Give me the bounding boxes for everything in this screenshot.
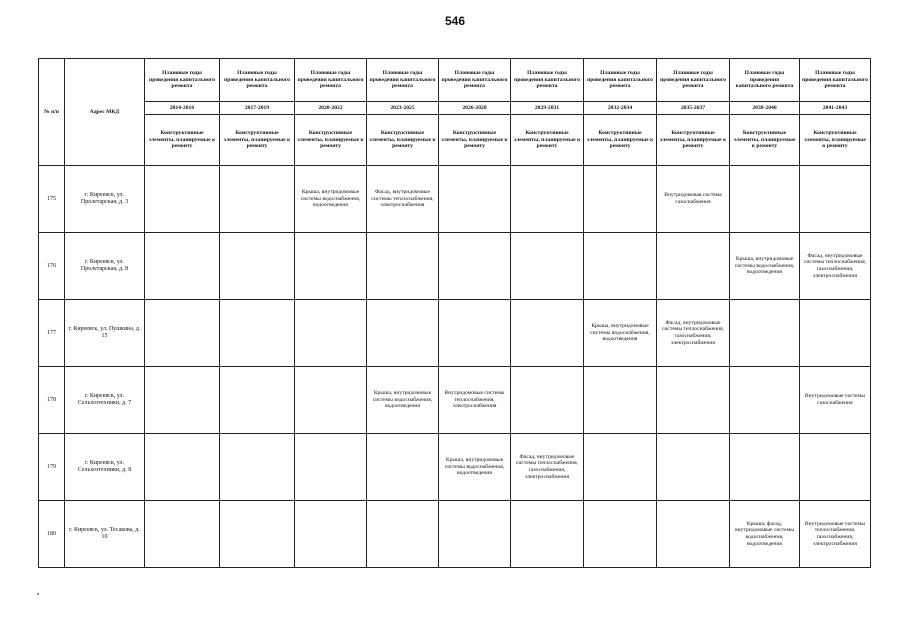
page-number: 546 xyxy=(444,14,466,28)
elements-header: Конструктивные элементы, планируемые к ремонту xyxy=(220,115,295,166)
repair-cell xyxy=(657,434,730,501)
repair-cell xyxy=(800,300,871,367)
table-row xyxy=(39,300,871,367)
repair-cell xyxy=(584,434,657,501)
repair-cell xyxy=(295,501,367,568)
repair-cell xyxy=(145,233,220,300)
header-row-elements xyxy=(39,115,871,166)
repair-cell: Внутридомовые системы теплоснабжения, электроснабжения xyxy=(439,367,511,434)
row-address: г. Киреевск, ул. Пушкина, д. 15 xyxy=(65,300,145,367)
plan-label-header: Плановые годы проведения капитального ремонта xyxy=(367,59,439,102)
elements-header: Конструктивные элементы, планируемые к ремонту xyxy=(511,115,584,166)
row-address: г. Киреевск, ул. Пролетарская, д. 3 xyxy=(65,166,145,233)
repair-cell xyxy=(295,233,367,300)
repair-cell xyxy=(584,233,657,300)
repair-cell: Крыша, внутридомовые системы водоснабжения, водоотведения xyxy=(584,300,657,367)
repair-cell: Крыша, внутридомовые системы водоснабжения, водоотведения xyxy=(730,233,800,300)
repair-cell: Внутридомовые системы газоснабжения xyxy=(800,367,871,434)
year-range-header: 2026-2028 xyxy=(439,102,511,115)
capital-repair-plan-table xyxy=(38,58,871,568)
plan-label-header: Плановые годы проведения капитального ремонта xyxy=(511,59,584,102)
plan-label-header: Плановые годы проведения капитального ремонта xyxy=(145,59,220,102)
repair-cell xyxy=(145,434,220,501)
header-row-years xyxy=(39,102,871,115)
year-range-header: 2017-2019 xyxy=(220,102,295,115)
row-address: г. Киреевск, ул. Сельхозтехники, д. 7 xyxy=(65,367,145,434)
row-number: 180 xyxy=(39,501,65,568)
table-row xyxy=(39,367,871,434)
year-range-header: 2029-2031 xyxy=(511,102,584,115)
year-range-header: 2014-2016 xyxy=(145,102,220,115)
column-header-address: Адрес МКД xyxy=(65,59,145,166)
repair-cell xyxy=(367,434,439,501)
repair-cell: Внутридомовая система газоснабжения xyxy=(657,166,730,233)
repair-cell xyxy=(220,233,295,300)
repair-cell xyxy=(511,233,584,300)
repair-cell xyxy=(367,233,439,300)
elements-header: Конструктивные элементы, планируемые к ремонту xyxy=(800,115,871,166)
row-number: 175 xyxy=(39,166,65,233)
repair-cell xyxy=(367,300,439,367)
repair-cell xyxy=(220,367,295,434)
plan-label-header: Плановые годы проведения капитального ремонта xyxy=(584,59,657,102)
plan-label-header: Плановые годы проведения капитального ремонта xyxy=(439,59,511,102)
repair-cell xyxy=(511,501,584,568)
repair-cell xyxy=(145,367,220,434)
repair-cell xyxy=(220,300,295,367)
repair-cell xyxy=(584,501,657,568)
repair-cell xyxy=(511,367,584,434)
elements-header: Конструктивные элементы, планируемые к ремонту xyxy=(439,115,511,166)
repair-cell xyxy=(730,300,800,367)
repair-cell xyxy=(145,501,220,568)
scan-speck xyxy=(37,593,39,595)
elements-header: Конструктивные элементы, планируемые к ремонту xyxy=(584,115,657,166)
repair-cell xyxy=(295,300,367,367)
repair-cell: Внутридомовые системы теплоснабжения, газоснабжения, электроснабжения xyxy=(800,501,871,568)
repair-cell xyxy=(295,367,367,434)
elements-header: Конструктивные элементы, планируемые к ремонту xyxy=(145,115,220,166)
elements-header: Конструктивные элементы, планируемые к ремонту xyxy=(295,115,367,166)
repair-cell xyxy=(295,434,367,501)
repair-cell: Крыша, внутридомовые системы водоснабжения, водоотведения xyxy=(367,367,439,434)
elements-header: Конструктивные элементы, планируемые к ремонту xyxy=(657,115,730,166)
repair-cell xyxy=(730,367,800,434)
repair-cell: Крыша, внутридомовые системы водоснабжения, водоотведения xyxy=(295,166,367,233)
repair-cell xyxy=(511,166,584,233)
row-number: 179 xyxy=(39,434,65,501)
repair-cell: Фасад, внутридомовые системы теплоснабжения, газоснабжения, электроснабжения xyxy=(657,300,730,367)
plan-label-header: Плановые годы проведения капитального ремонта xyxy=(295,59,367,102)
plan-label-header: Плановые годы проведения капитального ремонта xyxy=(657,59,730,102)
repair-cell xyxy=(511,300,584,367)
repair-cell xyxy=(800,434,871,501)
repair-cell: Фасад, внутридомовые системы теплоснабжения, газоснабжения, электроснабжения xyxy=(800,233,871,300)
repair-cell: Крыша, фасад, внутридомовые системы водоснабжения, водоотведения xyxy=(730,501,800,568)
year-range-header: 2041-2043 xyxy=(800,102,871,115)
year-range-header: 2038-2040 xyxy=(730,102,800,115)
elements-header: Конструктивные элементы, планируемые к ремонту xyxy=(730,115,800,166)
table-row xyxy=(39,501,871,568)
plan-label-header: Плановые годы проведения капитального ремонта xyxy=(800,59,871,102)
header-row-plan-labels xyxy=(39,59,871,102)
column-header-number: № п/п xyxy=(39,59,65,166)
row-number: 177 xyxy=(39,300,65,367)
row-number: 178 xyxy=(39,367,65,434)
repair-cell xyxy=(439,300,511,367)
repair-cell xyxy=(220,434,295,501)
repair-cell xyxy=(657,233,730,300)
repair-cell xyxy=(657,501,730,568)
plan-label-header: Плановые годы проведения капитального ремонта xyxy=(730,59,800,102)
year-range-header: 2020-2022 xyxy=(295,102,367,115)
repair-cell xyxy=(584,367,657,434)
repair-cell xyxy=(220,501,295,568)
repair-cell: Фасад, внутридомовые системы теплоснабжения, электроснабжения xyxy=(367,166,439,233)
plan-label-header: Плановые годы проведения капитального ремонта xyxy=(220,59,295,102)
year-range-header: 2035-2037 xyxy=(657,102,730,115)
table-row xyxy=(39,434,871,501)
row-number: 176 xyxy=(39,233,65,300)
row-address: г. Киреевск, ул. Тесакова, д. 10 xyxy=(65,501,145,568)
repair-cell xyxy=(439,233,511,300)
repair-cell: Фасад, внутридомовые системы теплоснабжения, газоснабжения, электроснабжения xyxy=(511,434,584,501)
table-row xyxy=(39,166,871,233)
repair-cell xyxy=(439,501,511,568)
repair-cell xyxy=(145,166,220,233)
repair-cell xyxy=(730,166,800,233)
table-row xyxy=(39,233,871,300)
repair-cell xyxy=(584,166,657,233)
year-range-header: 2032-2034 xyxy=(584,102,657,115)
repair-cell xyxy=(657,367,730,434)
year-range-header: 2023-2025 xyxy=(367,102,439,115)
row-address: г. Киреевск, ул. Пролетарская, д. 8 xyxy=(65,233,145,300)
elements-header: Конструктивные элементы, планируемые к ремонту xyxy=(367,115,439,166)
repair-cell xyxy=(220,166,295,233)
repair-cell xyxy=(730,434,800,501)
repair-cell xyxy=(800,166,871,233)
repair-cell xyxy=(439,166,511,233)
repair-cell xyxy=(145,300,220,367)
row-address: г. Киреевск, ул. Сельхозтехники, д. 8 xyxy=(65,434,145,501)
repair-cell xyxy=(367,501,439,568)
repair-cell: Крыша, внутридомовые системы водоснабжения, водоотведения xyxy=(439,434,511,501)
